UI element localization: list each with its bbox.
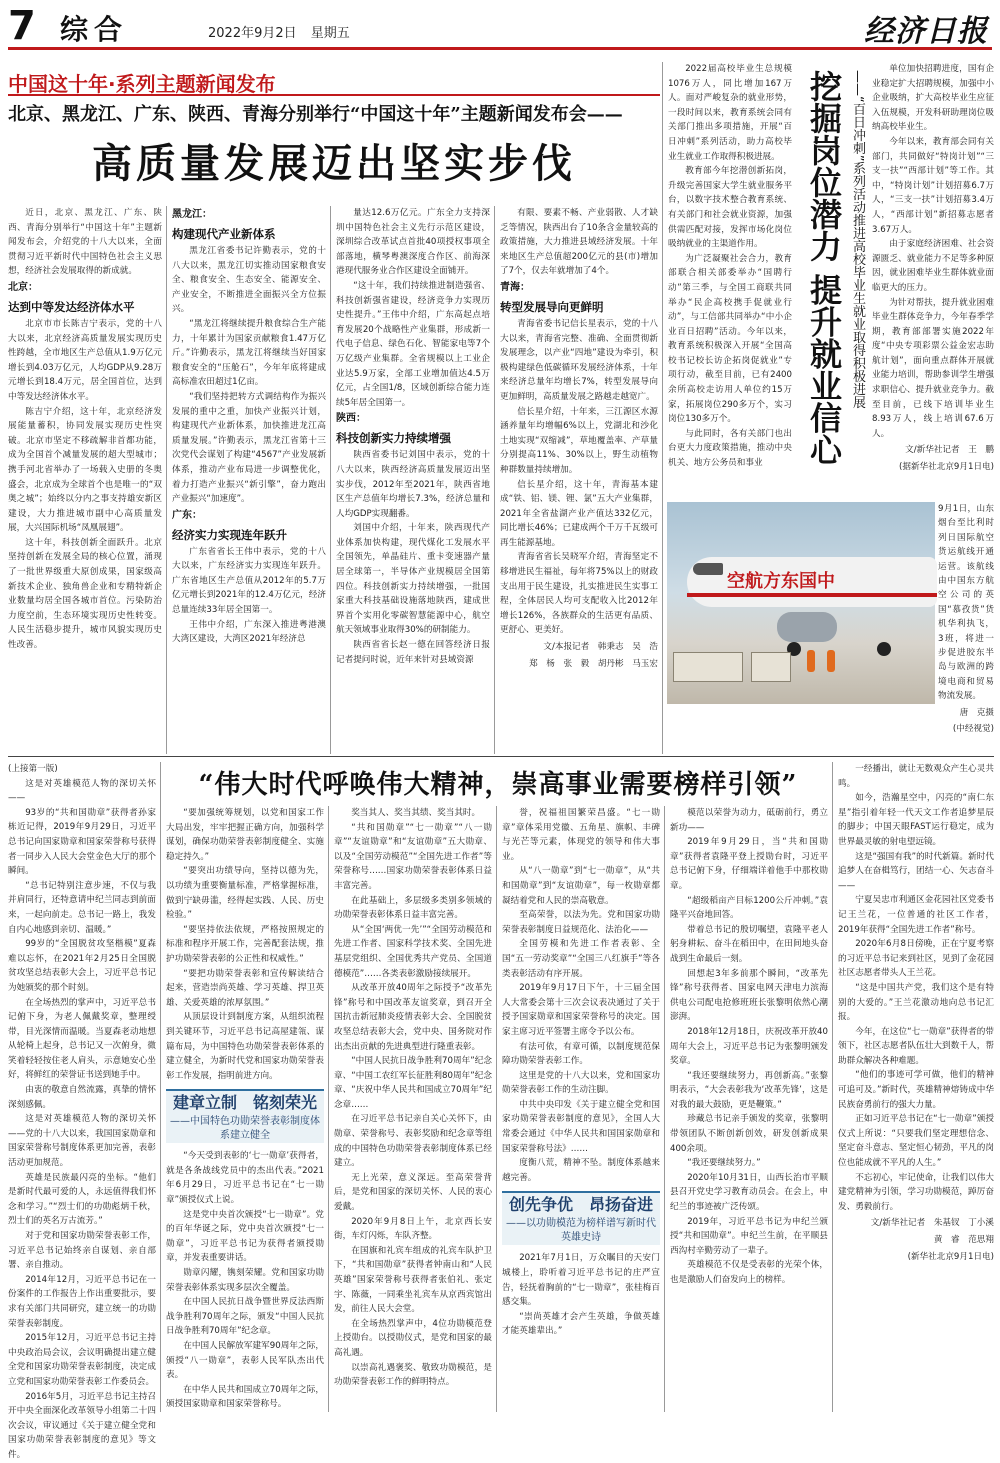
date-text: 2022年9月2日	[208, 26, 297, 41]
paragraph: 2014年12月，习近平总书记在一份案件的工作报告上作出重要批示，要求有关部门共同研究，建立统一的功勋荣誉表彰制度。	[8, 1274, 156, 1329]
cockpit-shape	[693, 563, 723, 575]
main-headline: 高质量发展迈出坚实步伐	[92, 140, 576, 187]
paragraph: “共和国勋章”“七一勋章”“八一勋章”“友谊勋章”和“友谊勋章”五大勋章、以及“全国劳动模范”“全国先进工作者”等荣誉称号……国家功勋荣誉表彰体系日益丰富完善。	[334, 822, 492, 891]
region-label: 陕西：	[336, 413, 366, 425]
paragraph: “这十年，我们持续推进制造强省、科技创新强省建设，经济竞争力实现历史性提升。”王伟中介绍，广东高起点培育发展20个战略性产业集群，形成新一代电子信息、绿色石化、智能家电等7个万亿级产业集群。全省规模以上工业企业达5.9万家，全部工业增加值达4.5万亿元，占全国1/8，区域创新综合能力连续5年居全国第一。	[336, 280, 490, 408]
page-number: 7	[8, 3, 36, 49]
paragraph: “崇尚英雄才会产生英雄，争做英雄才能英雄辈出。”	[502, 1311, 660, 1337]
section-subhead: 转型发展导向更鲜明	[500, 299, 604, 314]
paragraph: 由于家庭经济困难、社会资源匮乏、就业能力不足等多种原因，就业困难毕业生群体就业面临更大的压力。	[872, 239, 994, 293]
paragraph: 这是党中央首次颁授“七一勋章”。党的百年华诞之际，党中央首次颁授“七一勋章”，习近平总书记为获得者颁授勋章，并发表重要讲话。	[166, 1209, 324, 1264]
paragraph: 单位加快招聘进度，国有企业稳定扩大招聘规模，加强中小企业吸纳，扩大高校毕业生应征入伍规模，开发科研助理岗位吸纳高校毕业生。	[872, 64, 994, 133]
paragraph: 陕西省委书记刘国中表示，党的十八大以来，陕西经济高质量发展迈出坚实步伐，2012年至2021年，陕西省地区生产总值年均增长7.3%，经济总量和人均GDP实现翻番。	[336, 450, 490, 519]
paragraph: 陕西省省长赵一德在回答经济日报记者提问时说，近年来针对县域资源	[336, 640, 490, 665]
paragraph: 英雄模范不仅是受表彰的光荣个体，也是激励人们奋发向上的榜样。	[670, 1260, 828, 1285]
paragraph: “黑龙江将继续提升粮食综合生产能力，十年累计为国家贡献粮食1.47万亿斤。”许勤表示，黑龙江将继续当好国家粮食安全的“压舱石”，今年年底将建成高标准农田超过1亿亩。	[172, 318, 326, 388]
subsection-box	[502, 1191, 660, 1245]
paragraph: “要把功勋荣誉表彰和宣传解读结合起来，营造崇尚英雄、学习英雄、捍卫英雄、关爱英雄的浓厚氛围。”	[166, 968, 324, 1008]
paragraph: 为广泛凝聚社会合力，教育部联合相关部委举办“国聘行动”第三季，与全国工商联共同举办“民企高校携手促就业行动”，与工信部共同举办“中小企业百日招聘”活动。今年以来，教育系统积极深入开展“全国高校书记校长访企拓岗促就业”专项行动，截至目前，已有2400余所高校走访用人单位约15万家，拓展岗位290多万个，实习岗位130多万个。	[668, 253, 792, 425]
paragraph: “要坚持依法依规，严格按照规定的标准和程序开展工作，完善配套法规，推护功勋荣誉表彰的公正性和权威性。”	[166, 924, 324, 964]
paragraph: 度衡八荒，精神不坠。制度体系越来越完善。	[502, 1158, 660, 1183]
paragraph: 不忘初心，牢记使命，让我们以伟大建党精神为引领，学习功勋模范，踔厉奋发、勇毅前行。	[838, 1172, 994, 1212]
paragraph: “我们坚持把转方式调结构作为振兴发展的重中之重，加快产业振兴计划，构建现代产业新体系，加快推进龙江高质量发展。”许勤表示，黑龙江省第十三次党代会谋划了构建“4567”产业发展新体系，推动产业布局进一步调整优化，着力打造产业振兴“新引擎”，奋力跑出产业振兴“加速度”。	[172, 391, 326, 505]
subsection-title: 创先争优 昂扬奋进	[508, 1195, 653, 1215]
paragraph: 青海省省长吴晓军介绍，青海坚定不移增进民生福祉，每年将75%以上的财政支出用于民生建设，扎实推进民生实事工程，全体居民人均可支配收入比2012年增长126%，各族群众的生活更有品质、更舒心、更美好。	[500, 552, 658, 636]
paragraph: 2018年12月18日，庆祝改革开放40周年大会上，习近平总书记为张黎明颁发奖章。	[670, 1026, 828, 1067]
paragraph: 如今，浩瀚星空中，闪亮的“南仁东星”指引着年轻一代天文工作者追梦星辰的脚步；中国天眼FAST运行稳定，成为世界最灵敏的射电望远镜。	[838, 793, 994, 847]
bottom-article-column-1	[8, 762, 156, 1460]
series-banner	[8, 68, 660, 96]
bottom-article-column-5	[670, 806, 828, 1412]
paragraph: 今年以来，教育部会同有关部门，共同做好“特岗计划”“三支一扶”“西部计划”等工作。其中，“特岗计划”计划招募6.7万人，“三支一扶”计划招募3.4万人，“西部计划”新招募志愿者3.67万人。	[872, 136, 994, 235]
weekday-text: 星期五	[310, 26, 350, 41]
paragraph: 北京市市长陈吉宁表示，党的十八大以来，北京经济高质量发展实现历史性跨越，全市地区生产总值从1.9万亿元增长到4.03万亿元，人均GDP从9.28万元增长到18.4万元，居全国首位，达到中等发达经济体水平。	[8, 318, 162, 402]
paragraph: 2015年12月，习近平总书记主持中央政治局会议，会议明确提出建立健全党和国家功勋荣誉表彰制度，决定成立党和国家功勋荣誉表彰工作委员会。	[8, 1333, 156, 1387]
paragraph: 2016年5月，习近平总书记主持召开中央全面深化改革领导小组第二十四次会议，审议通过《关于建立健全党和国家功勋荣誉表彰制度的意见》等文件。	[8, 1391, 156, 1460]
paragraph: 信长星介绍，这十年，青海基本建成“铁、铝、镁、锂、氯”五大产业集群，2021年全省盐湖产业产值达332亿元，同比增长46%；已建成两个千万千瓦级可再生能源基地。	[500, 479, 658, 548]
paragraph: 无上光荣，意义深远。至高荣誉背后，是党和国家的深切关怀、人民的衷心爱戴。	[334, 1172, 492, 1213]
paragraph: 英雄是民族最闪亮的坐标。“他们是新时代最可爱的人，永远值得我们怀念和学习。”“烈士们的功勋彪炳千秋，烈士们的英名万古流芳。”	[8, 1172, 156, 1227]
paragraph: 这是“强国有我”的时代新篇。新时代追梦人在奋楫笃行，团结一心、矢志奋斗——	[838, 851, 994, 891]
paragraph: 一经播出，就让无数观众产生心灵共鸣。	[838, 764, 994, 789]
paragraph: 广东省省长王伟中表示，党的十八大以来，广东经济实力实现连年跃升。广东省地区生产总值从2012年的5.7万亿元增长到2021年的12.4万亿元，经济总量连续33年居全国第一。	[172, 546, 326, 616]
paragraph: 珍藏总书记亲手颁发的奖章，张黎明带领团队不断创新创效，研发创新成果400余项。	[670, 1114, 828, 1154]
region-label: 广东：	[172, 509, 202, 521]
bottom-article-column-2	[166, 806, 324, 1412]
paragraph: “今天受到表彰的‘七一勋章’获得者，就是各条战线党员中的杰出代表。”2021年6月29日，习近平总书记在“七一勋章”颁授仪式上说。	[166, 1151, 324, 1206]
paragraph: 这十年，科技创新全面跃升。北京坚持创新在发展全局的核心位置，涌现了一批世界级重大原创成果，国家级高新技术企业、独角兽企业和专精特新企业数量均居全国各城市首位。污染防治力度空前，生态环境实现历史性转变。人民生活稳步提升，城市风貌实现历史性改善。	[8, 537, 162, 651]
side-article-subtitle: ——“百日冲刺”系列活动推进高校毕业生就业取得积极进展	[850, 70, 865, 409]
bottom-article-column-3	[334, 806, 492, 1412]
top-article-column-1	[8, 206, 162, 754]
paragraph: 陈吉宁介绍，这十年，北京经济发展能量蓄积，协同发展实现历史性突破。北京市坚定不移疏解非首都功能，成为全国首个减量发展的超大型城市；携手河北省举办了一场载入史册的冬奥盛会，北京成为全球首个也是唯一的“双奥之城”；始终以分内之事支持雄安新区建设，大力推进城市副中心高质量发展，大兴国际机场“凤凰展翅”。	[8, 406, 162, 534]
article-divider	[662, 62, 663, 754]
column-divider	[496, 806, 497, 1412]
subsection-subtitle: ——中国特色功勋荣誉表彰制度体系建立健全	[170, 1116, 320, 1142]
section-subhead: 达到中等发达经济体水平	[8, 299, 135, 314]
paragraph: 信长星介绍，十年来，三江源区水源涵养量年均增幅6%以上，党湖北和沙化土地实现“双缩减”，草地覆盖率、产草量分别提高11%、30%以上，野生动植物种群数量持续增加。	[500, 406, 658, 475]
byline: 文/本报记者 韩秉志 吴 浩	[543, 642, 658, 653]
paragraph: 这是对英雄模范人物的深切关怀——党的十八大以来，我国国家勋章和国家荣誉称号制度体系更加完善，表彰活动更加规范。	[8, 1114, 156, 1169]
plane-livery-text: 空航方东国中	[727, 571, 835, 592]
paragraph: 2019年9月29日，当“共和国勋章”获得者袁隆平登上授勋台时，习近平总书记俯下身，仔细端详着他手中那枚勋章。	[670, 837, 828, 891]
byline: 郑 杨 张 毅 胡丹彬 马玉宏	[529, 658, 658, 669]
paragraph: 从“全国‘两优一先’”“全国劳动模范和先进工作者、国家科学技术奖、全国先进基层党组织、全国优秀共产党员、全国道德模范”……各类表彰激励接续展开。	[334, 924, 492, 979]
paragraph: 王伟中介绍，广东深入推进粤港澳大湾区建设，大湾区2021年经济总	[172, 619, 326, 645]
paragraph: 为针对帮扶，提升就业困难毕业生群体竞争力，今年春季学期，教育部部署实施2022年度“中央专项彩票公益金宏志助航计划”，面向重点群体开展就业能力培训，帮助参训学生增强求职信心、提升就业竞争力。截至目前，已线下培训毕业生8.93万人，线上培训67.6万人。	[872, 297, 994, 439]
paragraph: 2021年7月1日，万众瞩目的天安门城楼上，聆听着习近平总书记的庄严宣告，轻抚着胸前的“七一勋章”，张桂梅百感交集。	[502, 1253, 660, 1308]
paragraph: 带着总书记的殷切嘱望，袁隆平老人躬身耕耘、奋斗在稻田中，在田间地头奋战到生命最后一刻。	[670, 924, 828, 964]
paragraph: 以崇高礼遇褒奖、敬致功勋模范，是功勋荣誉表彰工作的鲜明特点。	[334, 1362, 492, 1388]
ground-worker	[827, 650, 835, 672]
column-divider	[160, 762, 161, 1412]
series-title: 中国这十年·系列主题新闻发布	[8, 72, 276, 96]
bottom-article-column-6	[838, 762, 994, 1412]
paragraph: 黑龙江省委书记许勤表示，党的十八大以来，黑龙江切实推动国家粮食安全、粮食安全、生态安全、能源安全、产业安全，不断推进全面振兴全方位振兴。	[172, 246, 326, 315]
paragraph: 近日，北京、黑龙江、广东、陕西、青海分别举行“中国这十年”主题新闻发布会，介绍党的十八大以来，全面贯彻习近平新时代中国特色社会主义思想，经济社会发展取得的新成就。	[8, 208, 162, 277]
photo-credit: (中经视觉)	[952, 724, 994, 735]
paragraph: 在习近平总书记亲自关心关怀下，由勋章、荣誉称号、表彰奖励和纪念章等组成的中国特色功勋荣誉表彰制度体系已经建立。	[334, 1114, 492, 1169]
paragraph: 量达12.6万亿元。广东全力支持深圳中国特色社会主义先行示范区建设，深圳综合改革试点首批40项授权事项全部落地，横琴粤澳深度合作区、前海深港现代服务业合作区建设全面铺开。	[336, 208, 490, 277]
paragraph: 与此同时，各有关部门也出台更大力度政策措施，推动中央机关、地方公务员和事业	[668, 428, 792, 469]
paragraph: “我还要继续努力。”	[687, 1158, 761, 1169]
paragraph: 93岁的“共和国勋章”获得者孙家栋近记得，2019年9月29日，习近平总书记向国家勋章和国家荣誉称号获得者一同步入人民大会堂金色大厅的那个瞬间。	[8, 807, 156, 877]
byline: 黄 睿 范思翔	[933, 1235, 994, 1245]
byline: (据新华社北京9月1日电)	[899, 462, 994, 473]
byline: 文/新华社记者 朱基钗 丁小溪	[870, 1218, 994, 1229]
paragraph: 2020年9月8日上午，北京西长安街，车灯闪烁，车队齐整。	[334, 1216, 492, 1242]
paragraph: 模范以荣誉为动力，砥砺前行，勇立新功——	[670, 808, 828, 833]
paragraph: 2022届高校毕业生总规模1076万人，同比增加167万人。面对严峻复杂的就业形势，一段时间以来，教育系统会同有关部门推出多项措施，开展“百日冲刺”系列活动，助力高校毕业生就业工作取得积极进展。	[668, 64, 792, 162]
region-label: 北京：	[8, 281, 38, 293]
paragraph: 刘国中介绍，十年来，陕西现代产业体系加快构建，现代煤化工发展水平全国领先，单晶硅片、重卡变速器产量居全球第一，半导体产业规模居全国第四位。科技创新实力持续增强，一批国家重大科技基础设施落地陕西，建成世界首个实用化零碳智慧能源中心，航空航天领域事业取得30%的研制能力。	[336, 523, 490, 636]
paragraph: 99岁的“全国脱贫攻坚楷模”夏森难以忘怀，在2021年2月25日全国脱贫攻坚总结表彰大会上，习近平总书记为她颁奖的那个时刻。	[8, 939, 156, 993]
paragraph: 2020年6月8日傍晚，正在宁夏考察的习近平总书记来到社区，见到了金花园社区志愿者带头人王兰花。	[838, 939, 994, 979]
top-article-column-3	[336, 206, 490, 754]
subsection-subtitle: ——以功勋模范为榜样谱写新时代英雄史诗	[506, 1218, 656, 1244]
byline: 文/新华社记者 王 鹏	[905, 445, 994, 456]
top-article-column-2	[172, 206, 326, 754]
paragraph: 在中国人民解放军建军90周年之际，颁授“八一勋章”，表彰人民军队杰出代表。	[166, 1341, 324, 1381]
paragraph: 中共中央印发《关于建立健全党和国家功勋荣誉表彰制度的意见》，全国人大常委会通过《中华人民共和国国家勋章和国家荣誉称号法》……	[502, 1099, 660, 1154]
paragraph: 勋章闪耀，镌刻荣耀。党和国家功勋荣誉表彰体系实现多层次全覆盖。	[166, 1268, 324, 1293]
side-article-column-2	[872, 62, 994, 494]
continuation-note: (上接第一版)	[8, 764, 58, 774]
bottom-article-column-4	[502, 806, 660, 1412]
section-subhead: 经济实力实现连年跃升	[172, 527, 287, 542]
photo-credit: 唐 克摄	[959, 707, 994, 718]
paragraph: 有法可依，有章可循，以制度规范保障功勋荣誉表彰工作。	[502, 1041, 660, 1067]
landing-gear	[877, 642, 891, 656]
paragraph: 回想起3年多前那个瞬间，“改革先锋”称号获得者、国家电网天津电力滨海供电公司配电抢修班班长张黎明依然心潮澎湃。	[670, 968, 828, 1023]
paragraph: 这里是党的十八大以来，党和国家功勋荣誉表彰工作的生动注脚。	[502, 1070, 660, 1096]
column-divider	[330, 206, 331, 754]
paragraph: “他们的事迹可学可做，他们的精神可追可及。”新时代，英雄精神熔铸成中华民族奋勇前行的强大力量。	[838, 1070, 994, 1110]
paragraph: 在国旗和礼宾车组成的礼宾车队护卫下，“共和国勋章”获得者钟南山和“人民英雄”国家荣誉称号获得者张伯礼、张定宇、陈薇，一同乘坐礼宾车从京西宾馆出发，前往人民大会堂。	[334, 1245, 492, 1315]
paragraph: “中国人民抗日战争胜利70周年”纪念章、“中国工农红军长征胜利80周年”纪念章、“庆祝中华人民共和国成立70周年”纪念章……	[334, 1056, 492, 1110]
ground-worker	[807, 650, 815, 672]
paragraph: 在全场热烈的掌声中，习近平总书记俯下身，为老人佩戴奖章，整理绶带，目光深情而温暖。当夏森老动地想从轮椅上起身，总书记又一次俯身，微笑着轻轻按住老人肩头，示意她安心坐好，将鲜红的荣誉证书送到她手中。	[8, 997, 156, 1081]
column-divider	[494, 206, 495, 754]
paragraph: 在此基础上，多层级多类别多领域的功勋荣誉表彰体系日益丰富完善。	[334, 895, 492, 921]
paragraph: “要突出功绩导向，坚持以德为先，以功绩为重要衡量标准，严格掌握标准，做到宁缺毋滥，经得起实践、人民、历史检验。”	[166, 866, 324, 921]
paragraph: 教育部今年挖潜创新拓岗，升级完善国家大学生就业服务平台，以数字技术整合教育系统、有关部门和社会就业资源，加强供需匹配对接，发挥市场化岗位吸纳就业的主渠道作用。	[668, 166, 792, 250]
subsection-box	[166, 1089, 324, 1143]
paragraph: 在全场热烈掌声中，4位功勋模范登上授勋台。以授勋仪式，是党和国家的最高礼遇。	[334, 1318, 492, 1358]
paragraph: 宁夏吴忠市利通区金花园社区党委书记王兰花，一位普通的社区工作者，2019年获得“全国先进工作者”称号。	[838, 895, 994, 935]
paragraph: 从“八一勋章”到“七一勋章”，从“共和国勋章”到“友谊勋章”，每一枚勋章都凝结着党和人民的崇高敬意。	[502, 866, 660, 906]
column-divider	[832, 762, 833, 1412]
paragraph: “要加强统筹规划，以党和国家工作大局出发，牢牢把握正确方向，加强科学谋划，确保功勋荣誉表彰制度健全、实施稳定持久。”	[166, 808, 324, 862]
cargo-plane-image	[687, 557, 937, 607]
horizontal-rule	[8, 756, 994, 757]
paragraph: 有限、要素不畅、产业弱散、人才缺乏等情况，陕西出台了10条含金量较高的政策措施，大力推进县域经济发展。十年来地区生产总值超200亿元的县(市)增加了7个，仅去年就增加了4个。	[500, 208, 658, 277]
section-subhead: 构建现代产业新体系	[172, 227, 276, 241]
paragraph: 这是对英雄模范人物的深切关怀——	[8, 778, 156, 804]
paragraph: 对于党和国家功勋荣誉表彰工作，习近平总书记始终亲自谋划、亲自部署、亲自推动。	[8, 1231, 156, 1271]
lead-headline: 北京、黑龙江、广东、陕西、青海分别举行“中国这十年”主题新闻发布会——	[8, 104, 623, 125]
paragraph: “这是中国共产党，我们这个是有特别的大爱的。”王兰花激动地向总书记汇报。	[838, 982, 994, 1023]
page-masthead	[8, 4, 992, 50]
paragraph: 2019年，习近平总书记为申纪兰颁授“共和国勋章”。申纪兰生前，在平顺县西沟村辛勤劳动了一辈子。	[670, 1216, 828, 1256]
paragraph: 2020年10月31日，山西长治市平顺县召开党史学习教育动员会。在会上，申纪兰的事迹被广泛传颂。	[670, 1172, 828, 1213]
paragraph: 由衷的敬意自然流露，真挚的情怀深刻感佩。	[8, 1085, 156, 1110]
paragraph: 在中国人民抗日战争暨世界反法西斯战争胜利70周年之际，颁发“中国人民抗日战争胜利70周年”纪念章。	[166, 1297, 324, 1337]
section-name: 综合	[60, 13, 129, 46]
paragraph: 从改革开放40周年之际授予“改革先锋”称号和中国改革友谊奖章，到召开全国抗击新冠肺炎疫情表彰大会、全国脱贫攻坚总结表彰大会，党中央、国务院对作出杰出贡献的先进典型进行隆重表彰。	[334, 983, 492, 1052]
paragraph: 至高荣誉，以法为先。党和国家功勋荣誉表彰制度日益规范化、法治化——	[502, 910, 660, 935]
side-article-column-1	[668, 62, 792, 494]
paragraph: 奖当其人、奖当其绩、奖当其时。	[351, 808, 481, 818]
paragraph: 今年，在这位“七一勋章”获得者的带领下，社区志愿者队伍壮大到数千人，帮助群众解决各种难题。	[838, 1026, 994, 1066]
subsection-title: 建章立制 铭刻荣光	[172, 1093, 317, 1113]
caption-text: 9月1日，山东烟台至比利时列日国际航空货运航线开通运营。该航线由中国东方航空公司的英国“慕孜货”货机华利执飞，3班，将进一步促进胶东半岛与欧洲的跨境电商和贸易物流发展。	[938, 504, 994, 702]
top-article-column-4	[500, 206, 658, 754]
side-article-title: 挖掘岗位潜力 提升就业信心	[805, 70, 843, 466]
livery-stripe	[687, 593, 937, 597]
photo-caption	[938, 502, 994, 737]
paragraph: “我还要继续努力，再创新高。”张黎明表示，“大会表彰我为‘改革先锋’，这是对我的最大鼓励，更是鞭策。”	[670, 1070, 828, 1110]
bottom-headline: “伟大时代呼唤伟大精神，崇高事业需要榜样引领”	[198, 770, 798, 800]
byline: (新华社北京9月1日电)	[907, 1251, 994, 1262]
column-divider	[166, 206, 167, 754]
region-label: 青海：	[500, 281, 530, 293]
paragraph: 青海省委书记信长星表示，党的十八大以来，青海省完整、准确、全面贯彻新发展理念，以产业“四地”建设为牵引，积极构建绿色低碳循环发展经济体系，十年来经济总量年均增长7%，转型发展导向更加鲜明，高质量发展之路越走越宽广。	[500, 318, 658, 402]
column-divider	[664, 806, 665, 1412]
newspaper-logo: 经济日报	[864, 14, 988, 49]
paragraph: 誉，祝福祖国繁荣昌盛。“七一勋章”章体采用党徽、五角星、旗帜、丰碑与光芒等元素，体现党的领导和伟大事业。	[502, 808, 660, 862]
cargo-pallet	[751, 652, 791, 682]
paragraph: 在中华人民共和国成立70周年之际，颁授国家勋章和国家荣誉称号。	[166, 1384, 324, 1410]
region-label: 黑龙江：	[172, 209, 212, 220]
news-photo	[667, 502, 935, 704]
paragraph: 正如习近平总书记在“七一勋章”颁授仪式上所说：“只要我们坚定理想信念、坚定奋斗意志、坚定恒心韧劲，平凡的岗位也能成就不平凡的人生。”	[838, 1114, 994, 1169]
paragraph: 全国劳模和先进工作者表彰、全国“五一劳动奖章”“全国三八红旗手”等各类表彰活动有序开展。	[502, 939, 660, 979]
cargo-pallet	[673, 652, 743, 682]
section-subhead: 科技创新实力持续增强	[336, 431, 451, 446]
column-divider	[328, 806, 329, 1412]
engine-shape	[777, 612, 837, 642]
paragraph: 2019年9月17日下午，十三届全国人大常委会第十三次会议表决通过了关于授予国家勋章和国家荣誉称号的决定。国家主席习近平签署主席令予以公布。	[502, 983, 660, 1037]
paragraph: “总书记特别注意步速，不仅与我并肩同行，还特意请申纪兰同志到前面来，一起向前走。总书记一路上，我发自内心地感到亲切、温暖。”	[8, 880, 156, 935]
paragraph: “超级稻亩产目标1200公斤冲刺。”袁隆平兴奋地回答。	[670, 895, 828, 921]
issue-date	[208, 22, 360, 41]
paragraph: 从顶层设计到制度方案，从组织流程到关键环节，习近平总书记高屋建瓴、谋篇布局，为中国特色功勋荣誉表彰体系的建立健全，为新时代党和国家功勋荣誉表彰工作发展，指明前进方向。	[166, 1012, 324, 1081]
